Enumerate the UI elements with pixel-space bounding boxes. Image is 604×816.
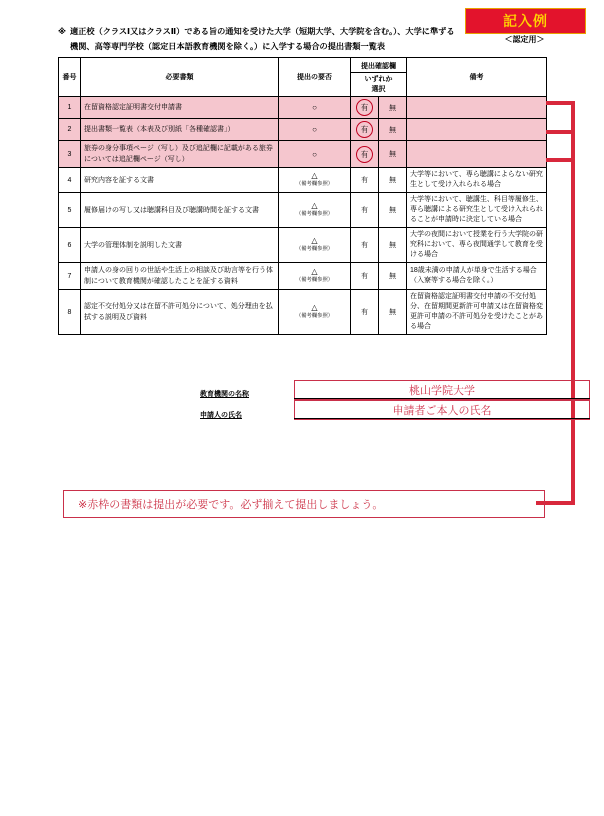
organization-field-underline [294, 398, 590, 399]
confirm-no-label: 無 [389, 177, 396, 184]
row-document-name: 研究内容を証する文書 [81, 168, 279, 193]
confirm-no-label: 無 [389, 242, 396, 249]
needed-note: （備考欄参照） [295, 277, 334, 283]
red-bracket-arm-row3 [546, 158, 575, 162]
banner-sub-label: ＜認定用＞ [504, 35, 545, 44]
confirm-yes-cell[interactable] [351, 228, 379, 263]
row-remarks: 在留資格認定証明書交付申請の不交付処分、在留期間更新許可申請又は在留資格変更許可申請の不許可処分を受けたことがある場合 [407, 290, 547, 335]
needed-note: （備考欄参照） [295, 181, 334, 187]
example-banner-label: 記入例 [503, 13, 548, 29]
row-needed-cell [279, 193, 351, 228]
table-row [59, 119, 547, 141]
intro-text-1: 適正校（クラスⅠ又はクラスⅡ）である旨の通知を受けた大学（短期大学、大学院を含む。）、大学に準ずる [69, 27, 455, 36]
intro-paragraph [58, 24, 458, 54]
confirm-yes-cell[interactable] [351, 119, 379, 141]
table-row [59, 228, 547, 263]
row-document-name: 旅券の身分事項ページ（写し）及び追記欄に記載がある旅券については追記欄ページ（写し） [81, 141, 279, 168]
intro-line-1 [58, 24, 458, 39]
confirm-yes-label: 有 [361, 273, 368, 280]
row-remarks: 大学の夜間において授業を行う大学院の研究科において、専ら夜間通学して教育を受ける場合 [407, 228, 547, 263]
header-confirm-top: 提出確認欄 [351, 59, 406, 73]
confirm-no-cell[interactable] [379, 228, 407, 263]
row-remarks [407, 97, 547, 119]
confirm-yes-cell[interactable] [351, 97, 379, 119]
row-document-name: 提出書類一覧表（本表及び別紙「各種確認書」） [81, 119, 279, 141]
header-confirm-group [351, 58, 407, 97]
organization-field-label: 教育機関の名称 [200, 391, 249, 398]
confirm-yes-cell[interactable] [351, 263, 379, 290]
needed-symbol: △ [311, 171, 318, 180]
row-document-name: 申請人の身の回りの世話や生活上の相談及び助言等を行う体制について教育機関が確認したことを証する資料 [81, 263, 279, 290]
confirm-no-label: 無 [389, 273, 396, 280]
row-number: 8 [59, 290, 81, 335]
confirm-no-label: 無 [389, 151, 396, 158]
row-number: 1 [59, 97, 81, 119]
confirm-yes-label: 有 [361, 309, 368, 316]
confirm-yes-label: 有 [361, 177, 368, 184]
confirm-yes-label: 有 [361, 207, 368, 214]
organization-field-box[interactable] [294, 380, 590, 400]
confirm-no-cell[interactable] [379, 119, 407, 141]
row-needed-cell [279, 228, 351, 263]
confirm-no-label: 無 [389, 126, 396, 134]
table-row [59, 290, 547, 335]
confirm-yes-label: 有 [361, 242, 368, 249]
row-document-name: 在留資格認定証明書交付申請書 [81, 97, 279, 119]
required-documents-table [58, 57, 547, 335]
confirm-no-cell[interactable] [379, 290, 407, 335]
needed-symbol: △ [311, 236, 318, 245]
row-needed-cell [279, 119, 351, 141]
row-document-name: 認定不交付処分又は在留不許可処分について、処分理由を払拭する説明及び資料 [81, 290, 279, 335]
header-confirm-bottom: いずれか 選択 [364, 75, 393, 93]
table-row [59, 97, 547, 119]
needed-symbol: △ [311, 303, 318, 312]
organization-field-value: 桃山学院大学 [409, 385, 475, 397]
header-remarks: 備考 [407, 58, 547, 97]
intro-text-2: 機関、高等専門学校（認定日本語教育機関を除く。）に入学する場合の提出書類一覧表 [70, 42, 386, 51]
asterisk-mark: ※ [58, 27, 66, 36]
confirm-yes-cell[interactable] [351, 290, 379, 335]
row-number: 5 [59, 193, 81, 228]
needed-symbol: ○ [312, 103, 317, 112]
header-document: 必要書類 [81, 58, 279, 97]
row-remarks: 18歳未満の申請人が単身で生活する場合（入寮等する場合を除く。） [407, 263, 547, 290]
header-needed: 提出の要否 [279, 58, 351, 97]
table-row [59, 193, 547, 228]
confirm-no-cell[interactable] [379, 141, 407, 168]
row-remarks [407, 119, 547, 141]
row-number: 3 [59, 141, 81, 168]
confirm-no-cell[interactable] [379, 193, 407, 228]
row-needed-cell [279, 141, 351, 168]
example-banner [465, 8, 586, 34]
row-needed-cell [279, 263, 351, 290]
confirm-no-label: 無 [389, 104, 396, 112]
confirm-yes-cell[interactable] [351, 168, 379, 193]
row-remarks: 大学等において、専ら聴講によらない研究生として受け入れられる場合 [407, 168, 547, 193]
row-number: 7 [59, 263, 81, 290]
confirm-no-cell[interactable] [379, 168, 407, 193]
row-number: 2 [59, 119, 81, 141]
table-row [59, 263, 547, 290]
header-number: 番号 [59, 58, 81, 97]
confirm-yes-circled: 有 [356, 146, 373, 163]
confirm-no-cell[interactable] [379, 263, 407, 290]
row-document-name: 履修届けの写し又は聴講科目及び聴講時間を証する文書 [81, 193, 279, 228]
confirm-no-label: 無 [389, 309, 396, 316]
table-row [59, 168, 547, 193]
row-number: 6 [59, 228, 81, 263]
row-needed-cell [279, 290, 351, 335]
confirm-yes-circled: 有 [356, 99, 373, 116]
red-bracket-arm-row1 [546, 101, 575, 105]
red-bracket-arm-row2 [546, 130, 575, 134]
confirm-yes-circled: 有 [356, 121, 373, 138]
applicant-field-value: 申請者ご本人の氏名 [392, 405, 492, 417]
applicant-field-label: 申請人の氏名 [200, 412, 242, 419]
row-needed-cell [279, 97, 351, 119]
row-remarks [407, 141, 547, 168]
table-body [59, 97, 547, 335]
needed-symbol: ○ [312, 149, 317, 159]
applicant-field-underline [294, 418, 590, 419]
row-remarks: 大学等において、聴講生、科目等履修生、専ら聴講による研究生として受け入れられることが申請時に決定している場合 [407, 193, 547, 228]
confirm-yes-cell[interactable] [351, 193, 379, 228]
needed-symbol: ○ [312, 125, 317, 134]
needed-note: （備考欄参照） [295, 246, 334, 252]
row-number: 4 [59, 168, 81, 193]
red-frame-note-box [63, 490, 545, 518]
row-needed-cell [279, 168, 351, 193]
confirm-no-cell[interactable] [379, 97, 407, 119]
table-header [59, 58, 547, 97]
needed-note: （備考欄参照） [295, 313, 334, 319]
applicant-field-box[interactable] [294, 400, 590, 420]
needed-symbol: △ [311, 201, 318, 210]
row-document-name: 大学の管理体制を説明した文書 [81, 228, 279, 263]
confirm-no-label: 無 [389, 207, 396, 214]
needed-symbol: △ [311, 267, 318, 276]
red-frame-note-text: ※赤枠の書類は提出が必要です。必ず揃えて提出しましょう。 [78, 499, 384, 511]
confirm-yes-cell[interactable] [351, 141, 379, 168]
needed-note: （備考欄参照） [295, 211, 334, 217]
table-row [59, 141, 547, 168]
